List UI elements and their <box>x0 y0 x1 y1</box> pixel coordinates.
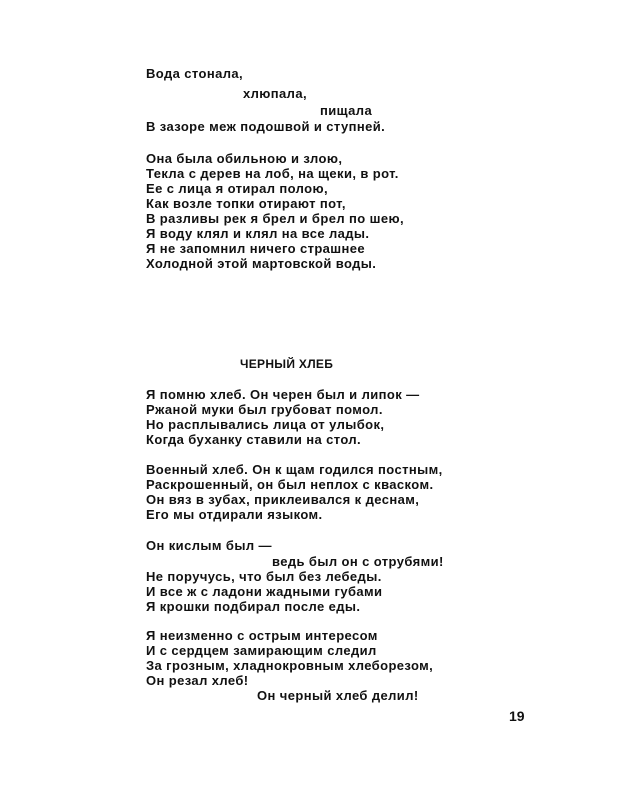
poem1-line-9: В разливы рек я брел и брел по шею, <box>146 211 404 226</box>
poem2-line-8: Его мы отдирали языком. <box>146 507 323 522</box>
poem1-line-1: Вода стонала, <box>146 66 243 81</box>
poem2-line-12: И все ж с ладони жадными губами <box>146 584 383 599</box>
poem2-line-17: Он резал хлеб! <box>146 673 249 688</box>
poem1-line-3: пищала <box>320 103 373 118</box>
poem2-line-10: ведь был он с отрубями! <box>272 554 444 569</box>
poem2-line-16: За грозным, хладнокровным хлеборезом, <box>146 658 434 673</box>
poem2-line-13: Я крошки подбирал после еды. <box>146 599 361 614</box>
poem1-line-5: Она была обильною и злою, <box>146 151 343 166</box>
poem2-line-5: Военный хлеб. Он к щам годился постным, <box>146 462 443 477</box>
poem2-line-3: Но расплывались лица от улыбок, <box>146 417 385 432</box>
poem1-line-6: Текла с дерев на лоб, на щеки, в рот. <box>146 166 399 181</box>
poem2-line-1: Я помню хлеб. Он черен был и липок — <box>146 387 420 402</box>
poem2-title: ЧЕРНЫЙ ХЛЕБ <box>240 357 334 371</box>
poem2-line-11: Не поручусь, что был без лебеды. <box>146 569 382 584</box>
poem1-line-12: Холодной этой мартовской воды. <box>146 256 377 271</box>
poem1-line-11: Я не запомнил ничего страшнее <box>146 241 366 256</box>
poem2-line-7: Он вяз в зубах, приклеивался к деснам, <box>146 492 420 507</box>
poem1-line-8: Как возле топки отирают пот, <box>146 196 346 211</box>
poem2-line-18: Он черный хлеб делил! <box>257 688 419 703</box>
page-number: 19 <box>509 708 525 724</box>
poem2-line-2: Ржаной муки был грубоват помол. <box>146 402 383 417</box>
poem2-line-14: Я неизменно с острым интересом <box>146 628 378 643</box>
poem1-line-10: Я воду клял и клял на все лады. <box>146 226 370 241</box>
poem1-line-7: Ее с лица я отирал полою, <box>146 181 329 196</box>
poem1-line-2: хлюпала, <box>243 86 307 101</box>
poem2-line-9: Он кислым был — <box>146 538 272 553</box>
poem2-line-15: И с сердцем замирающим следил <box>146 643 377 658</box>
poem1-line-4: В зазоре меж подошвой и ступней. <box>146 119 386 134</box>
poem2-line-6: Раскрошенный, он был неплох с кваском. <box>146 477 434 492</box>
poem2-line-4: Когда буханку ставили на стол. <box>146 432 362 447</box>
